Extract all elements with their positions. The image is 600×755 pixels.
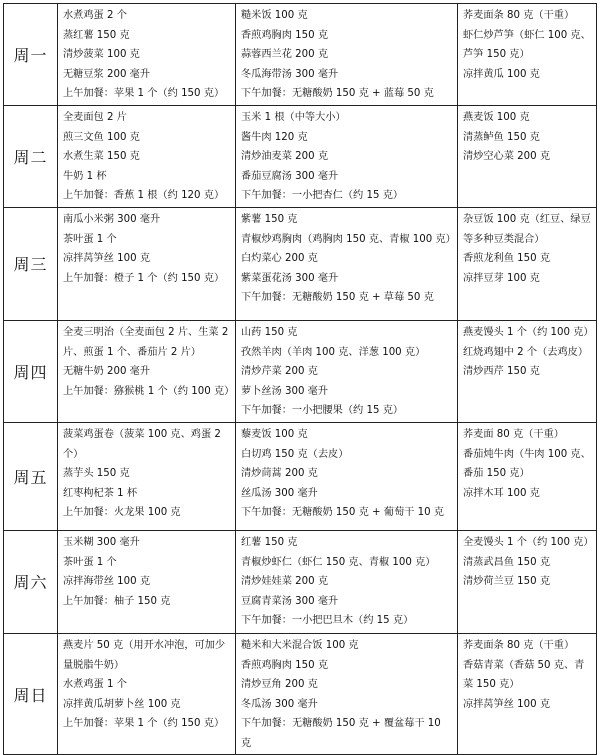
meal-item: 紫菜蛋花汤 300 毫升	[241, 272, 339, 284]
lunch-cell	[236, 207, 458, 320]
dinner-cell	[458, 633, 597, 755]
snack-item: 上午加餐：猕猴桃 1 个（约 100 克）	[63, 385, 235, 397]
snack-item: 下午加餐：无糖酸奶 150 克 + 覆盆莓干 10 克	[241, 718, 441, 749]
meal-item: 白灼菜心 200 克	[241, 253, 318, 265]
day-row	[4, 320, 597, 422]
meal-item: 玉米糊 300 毫升	[63, 536, 140, 548]
meal-item: 白切鸡 150 克（去皮）	[241, 448, 349, 460]
meal-item: 虾仁炒芦笋（虾仁 100 克、芦笋 150 克）	[463, 29, 591, 61]
breakfast-cell	[58, 207, 236, 320]
meal-item: 红薯 150 克	[241, 536, 298, 548]
meal-item: 无糖牛奶 200 毫升	[63, 366, 151, 378]
meal-item: 凉拌莴笋丝 100 克	[463, 698, 551, 710]
meal-item: 水煮生菜 150 克	[63, 151, 140, 163]
meal-item: 杂豆饭 100 克（红豆、绿豆等多种豆类混合）	[463, 213, 591, 245]
meal-item: 清蒸武昌鱼 150 克	[463, 556, 551, 568]
meal-item: 孜然羊肉（羊肉 100 克、洋葱 100 克）	[241, 346, 426, 358]
dinner-cell	[458, 207, 597, 320]
meal-item: 清炒芹菜 200 克	[241, 366, 318, 378]
snack-item: 下午加餐：一小把巴旦木（约 15 克）	[241, 615, 414, 627]
meal-item: 菠菜鸡蛋卷（菠菜 100 克、鸡蛋 2 个）	[63, 428, 221, 460]
meal-item: 番茄炖牛肉（牛肉 100 克、番茄 150 克）	[463, 448, 591, 480]
meal-item: 糙米饭 100 克	[241, 10, 308, 21]
dinner-cell	[458, 422, 597, 530]
day-row	[4, 207, 597, 320]
meal-item: 凉拌木耳 100 克	[463, 487, 540, 499]
lunch-cell	[236, 422, 458, 530]
lunch-cell	[236, 530, 458, 633]
meal-item: 香菇青菜（香菇 50 克、青菜 150 克）	[463, 659, 585, 691]
meal-item: 青椒炒鸡胸肉（鸡胸肉 150 克、青椒 100 克）	[241, 233, 456, 245]
day-label: 周五	[4, 422, 58, 530]
snack-item: 下午加餐：无糖酸奶 150 克 + 蓝莓 50 克	[241, 88, 434, 100]
day-label: 周二	[4, 105, 58, 207]
snack-item: 下午加餐：无糖酸奶 150 克 + 葡萄干 10 克	[241, 507, 444, 519]
breakfast-cell	[58, 422, 236, 530]
snack-item: 下午加餐：一小把杏仁（约 15 克）	[241, 190, 404, 202]
meal-item: 凉拌豆芽 100 克	[463, 272, 540, 284]
meal-item: 青椒炒虾仁（虾仁 150 克、青椒 100 克）	[241, 556, 436, 568]
meal-item: 萝卜丝汤 300 毫升	[241, 385, 329, 397]
meal-item: 茶叶蛋 1 个	[63, 233, 117, 245]
meal-plan-body	[4, 4, 597, 755]
dinner-cell	[458, 105, 597, 207]
lunch-cell	[236, 4, 458, 106]
meal-item: 煎三文鱼 100 克	[63, 131, 140, 143]
meal-item: 燕麦饭 100 克	[463, 111, 530, 123]
meal-item: 荞麦面 80 克（干重）	[463, 428, 564, 440]
dinner-cell	[458, 530, 597, 633]
day-label: 周日	[4, 633, 58, 755]
meal-item: 凉拌黄瓜 100 克	[463, 68, 540, 80]
meal-item: 清炒菠菜 100 克	[63, 49, 140, 61]
day-label: 周三	[4, 207, 58, 320]
meal-item: 全麦馒头 1 个（约 100 克）	[463, 536, 594, 548]
breakfast-cell	[58, 530, 236, 633]
meal-item: 蒸红薯 150 克	[63, 29, 130, 41]
meal-item: 凉拌海带丝 100 克	[63, 576, 151, 588]
dinner-cell	[458, 320, 597, 422]
meal-item: 藜麦饭 100 克	[241, 428, 308, 440]
meal-plan-table	[3, 3, 597, 755]
day-row	[4, 530, 597, 633]
meal-item: 山药 150 克	[241, 326, 298, 338]
day-label: 周一	[4, 4, 58, 106]
snack-item: 下午加餐：无糖酸奶 150 克 + 草莓 50 克	[241, 292, 434, 304]
meal-item: 香煎龙利鱼 150 克	[463, 253, 551, 265]
meal-item: 丝瓜汤 300 毫升	[241, 487, 318, 499]
meal-item: 酱牛肉 120 克	[241, 131, 308, 143]
meal-item: 糙米和大米混合饭 100 克	[241, 639, 359, 651]
lunch-cell	[236, 633, 458, 755]
day-row	[4, 4, 597, 106]
meal-item: 紫薯 150 克	[241, 213, 298, 225]
meal-item: 清炒荷兰豆 150 克	[463, 576, 551, 588]
meal-item: 水煮鸡蛋 1 个	[63, 679, 127, 691]
meal-item: 冬瓜海带汤 300 毫升	[241, 68, 339, 80]
meal-item: 全麦面包 2 片	[63, 111, 127, 123]
meal-item: 全麦三明治（全麦面包 2 片、生菜 2 片、煎蛋 1 个、番茄片 2 片）	[63, 326, 229, 358]
meal-item: 水煮鸡蛋 2 个	[63, 10, 127, 21]
meal-item: 香煎鸡胸肉 150 克	[241, 29, 329, 41]
day-row	[4, 105, 597, 207]
snack-item: 下午加餐：一小把腰果（约 15 克）	[241, 405, 404, 417]
snack-item: 上午加餐：橙子 1 个（约 150 克）	[63, 272, 225, 284]
meal-item: 牛奶 1 杯	[63, 170, 107, 182]
meal-item: 红烧鸡翅中 2 个（去鸡皮）	[463, 346, 589, 358]
snack-item: 上午加餐：苹果 1 个（约 150 克）	[63, 88, 225, 100]
meal-item: 清炒油麦菜 200 克	[241, 151, 329, 163]
lunch-cell	[236, 320, 458, 422]
snack-item: 上午加餐：香蕉 1 根（约 120 克）	[63, 190, 225, 202]
snack-item: 上午加餐：火龙果 100 克	[63, 507, 181, 519]
meal-item: 无糖豆浆 200 毫升	[63, 68, 151, 80]
meal-item: 燕麦馒头 1 个（约 100 克）	[463, 326, 594, 338]
breakfast-cell	[58, 105, 236, 207]
meal-item: 豆腐青菜汤 300 毫升	[241, 595, 339, 607]
meal-item: 荞麦面条 80 克（干重）	[463, 639, 575, 651]
meal-item: 清炒娃娃菜 200 克	[241, 576, 329, 588]
snack-item: 上午加餐：柚子 150 克	[63, 595, 171, 607]
meal-item: 玉米 1 根（中等大小）	[241, 111, 346, 123]
meal-item: 南瓜小米粥 300 毫升	[63, 213, 161, 225]
meal-item: 冬瓜汤 300 毫升	[241, 698, 318, 710]
lunch-cell	[236, 105, 458, 207]
meal-item: 红枣枸杞茶 1 杯	[63, 487, 138, 499]
day-row	[4, 633, 597, 755]
meal-item: 蒸芋头 150 克	[63, 468, 130, 480]
meal-item: 清蒸鲈鱼 150 克	[463, 131, 540, 143]
meal-item: 凉拌黄瓜胡萝卜丝 100 克	[63, 698, 181, 710]
meal-item: 番茄豆腐汤 300 毫升	[241, 170, 339, 182]
breakfast-cell	[58, 4, 236, 106]
day-row	[4, 422, 597, 530]
meal-item: 清炒空心菜 200 克	[463, 151, 551, 163]
meal-item: 蒜蓉西兰花 200 克	[241, 49, 329, 61]
snack-item: 上午加餐：苹果 1 个（约 150 克）	[63, 718, 225, 730]
breakfast-cell	[58, 633, 236, 755]
meal-item: 荞麦面条 80 克（干重）	[463, 10, 575, 21]
day-label: 周六	[4, 530, 58, 633]
dinner-cell	[458, 4, 597, 106]
meal-item: 清炒豆角 200 克	[241, 679, 318, 691]
meal-item: 茶叶蛋 1 个	[63, 556, 117, 568]
meal-item: 燕麦片 50 克（用开水冲泡，可加少量脱脂牛奶）	[63, 639, 226, 671]
breakfast-cell	[58, 320, 236, 422]
meal-item: 清炒西芹 150 克	[463, 366, 540, 378]
day-label: 周四	[4, 320, 58, 422]
meal-item: 清炒茼蒿 200 克	[241, 468, 318, 480]
meal-item: 香煎鸡胸肉 150 克	[241, 659, 329, 671]
meal-item: 凉拌莴笋丝 100 克	[63, 253, 151, 265]
